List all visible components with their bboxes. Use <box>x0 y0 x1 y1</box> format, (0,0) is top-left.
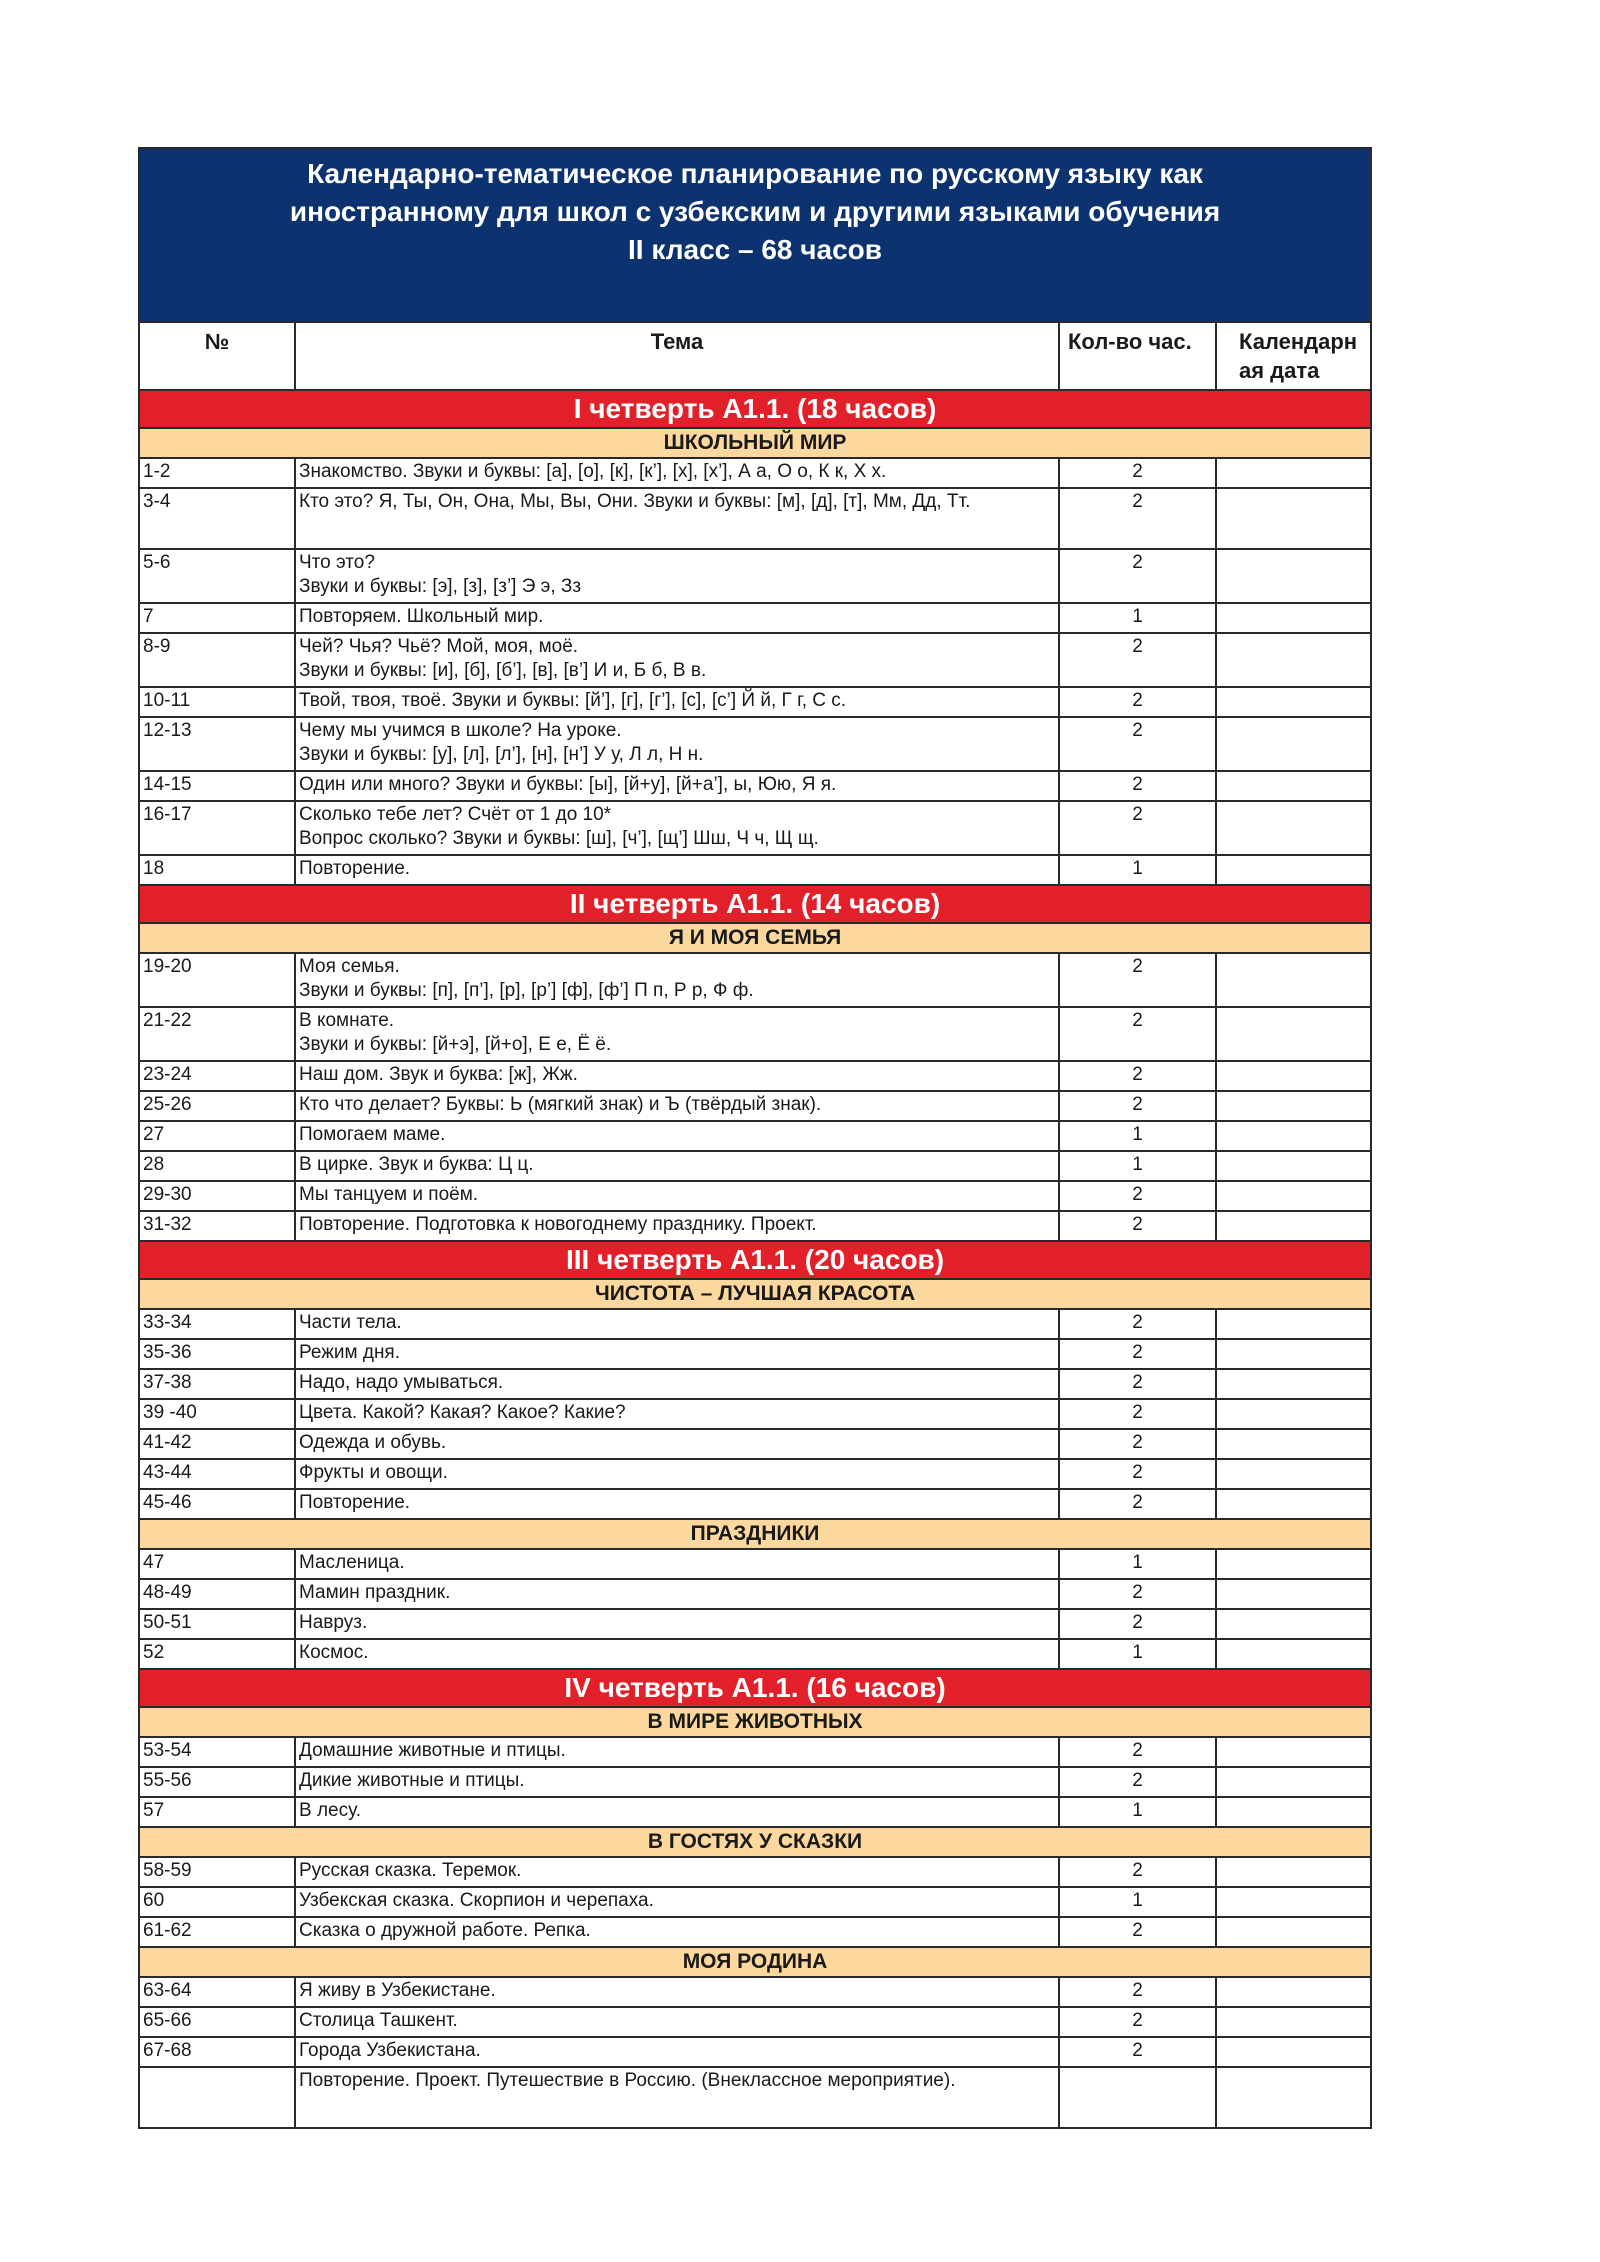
lesson-topic-line: Повторение. <box>299 858 411 879</box>
lesson-topic-line: Русская сказка. Теремок. <box>299 1860 522 1881</box>
lesson-topic <box>295 2007 1059 2037</box>
lesson-date <box>1216 1887 1371 1917</box>
lesson-date <box>1216 1639 1371 1669</box>
lesson-topic <box>295 1339 1059 1369</box>
column-header-date-line: ая дата <box>1239 358 1320 383</box>
lesson-number: 48-49 <box>139 1579 295 1609</box>
lesson-number: 57 <box>139 1797 295 1827</box>
lesson-row <box>139 603 1371 633</box>
lesson-date <box>1216 855 1371 885</box>
lesson-topic <box>295 717 1059 771</box>
lesson-topic-line: Я живу в Узбекистане. <box>299 1980 496 2001</box>
lesson-number: 39 -40 <box>139 1399 295 1429</box>
lesson-number: 12-13 <box>139 717 295 771</box>
lesson-topic-line: Чей? Чья? Чьё? Мой, моя, моё. <box>299 636 579 657</box>
lesson-row <box>139 687 1371 717</box>
lesson-date <box>1216 1121 1371 1151</box>
lesson-hours: 2 <box>1059 1181 1216 1211</box>
lesson-hours: 2 <box>1059 1579 1216 1609</box>
lesson-hours: 2 <box>1059 687 1216 717</box>
lesson-topic <box>295 1061 1059 1091</box>
lesson-row <box>139 1737 1371 1767</box>
lesson-row <box>139 1639 1371 1669</box>
lesson-topic <box>295 855 1059 885</box>
lesson-topic-line: Сколько тебе лет? Счёт от 1 до 10* <box>299 804 612 825</box>
title-line: иностранному для школ с узбекским и другими языками обучения <box>289 196 1221 227</box>
lesson-hours: 1 <box>1059 855 1216 885</box>
lesson-date <box>1216 1609 1371 1639</box>
lesson-hours: 2 <box>1059 1339 1216 1369</box>
lesson-date <box>1216 1797 1371 1827</box>
lesson-topic <box>295 1369 1059 1399</box>
lesson-topic <box>295 1181 1059 1211</box>
lesson-number: 61-62 <box>139 1917 295 1947</box>
lesson-row <box>139 1121 1371 1151</box>
lesson-topic-line: Один или много? Звуки и буквы: [ы], [й+у], [й+а’], ы, Юю, Я я. <box>299 774 837 795</box>
lesson-topic <box>295 488 1059 549</box>
lesson-date <box>1216 2037 1371 2067</box>
lesson-date <box>1216 1429 1371 1459</box>
lesson-row <box>139 771 1371 801</box>
lesson-hours: 2 <box>1059 1429 1216 1459</box>
section-title: ПРАЗДНИКИ <box>139 1519 1371 1549</box>
lesson-row <box>139 1609 1371 1639</box>
lesson-number: 63-64 <box>139 1977 295 2007</box>
lesson-date <box>1216 1767 1371 1797</box>
lesson-date <box>1216 1369 1371 1399</box>
lesson-topic <box>295 2067 1059 2128</box>
lesson-topic <box>295 633 1059 687</box>
lesson-row <box>139 1489 1371 1519</box>
lesson-date <box>1216 1977 1371 2007</box>
lesson-date <box>1216 1091 1371 1121</box>
lesson-topic-line: Дикие животные и птицы. <box>299 1770 525 1791</box>
lesson-row <box>139 1369 1371 1399</box>
section-header-row <box>139 1947 1371 1977</box>
quarter-header-row <box>139 1669 1371 1707</box>
lesson-row <box>139 549 1371 603</box>
lesson-hours: 1 <box>1059 1887 1216 1917</box>
lesson-date <box>1216 1061 1371 1091</box>
lesson-number: 33-34 <box>139 1309 295 1339</box>
lesson-topic-line: В комнате. <box>299 1010 395 1031</box>
lesson-hours: 2 <box>1059 771 1216 801</box>
lesson-topic-line: Масленица. <box>299 1552 405 1573</box>
lesson-topic <box>295 687 1059 717</box>
lesson-topic <box>295 1151 1059 1181</box>
lesson-row <box>139 488 1371 549</box>
lesson-hours: 2 <box>1059 1399 1216 1429</box>
section-title: В МИРЕ ЖИВОТНЫХ <box>139 1707 1371 1737</box>
section-header-row <box>139 428 1371 458</box>
quarter-title: IV четверть А1.1. (16 часов) <box>139 1669 1371 1707</box>
lesson-row <box>139 1459 1371 1489</box>
lesson-row <box>139 1797 1371 1827</box>
lesson-topic <box>295 1007 1059 1061</box>
lesson-row <box>139 1579 1371 1609</box>
lesson-hours: 2 <box>1059 488 1216 549</box>
lesson-number: 3-4 <box>139 488 295 549</box>
title-line: II класс – 68 часов <box>628 234 882 265</box>
lesson-topic-line: Звуки и буквы: [у], [л], [л’], [н], [н’] У у, Л л, Н н. <box>299 744 704 765</box>
lesson-topic-line: Цвета. Какой? Какая? Какое? Какие? <box>299 1402 626 1423</box>
planning-table <box>138 147 1372 2129</box>
lesson-number: 37-38 <box>139 1369 295 1399</box>
section-header-row <box>139 1707 1371 1737</box>
lesson-hours: 2 <box>1059 1857 1216 1887</box>
lesson-topic-line: Звуки и буквы: [п], [п’], [р], [р’] [ф], [ф’] П п, Р р, Ф ф. <box>299 980 754 1001</box>
lesson-date <box>1216 953 1371 1007</box>
lesson-topic-line: Повторение. Подготовка к новогоднему празднику. Проект. <box>299 1214 817 1235</box>
lesson-row <box>139 1181 1371 1211</box>
lesson-date <box>1216 1737 1371 1767</box>
lesson-date <box>1216 2007 1371 2037</box>
lesson-topic <box>295 1737 1059 1767</box>
lesson-date <box>1216 1007 1371 1061</box>
lesson-topic <box>295 771 1059 801</box>
lesson-hours: 2 <box>1059 1211 1216 1241</box>
lesson-date <box>1216 687 1371 717</box>
lesson-topic-line: Звуки и буквы: [э], [з], [з’] Э э, Зз <box>299 576 582 597</box>
lesson-row <box>139 855 1371 885</box>
lesson-topic <box>295 1309 1059 1339</box>
lesson-topic-line: Столица Ташкент. <box>299 2010 458 2031</box>
lesson-number: 43-44 <box>139 1459 295 1489</box>
lesson-date <box>1216 1549 1371 1579</box>
lesson-date <box>1216 488 1371 549</box>
lesson-date <box>1216 1211 1371 1241</box>
lesson-topic <box>295 1399 1059 1429</box>
section-header-row <box>139 923 1371 953</box>
lesson-hours: 1 <box>1059 1151 1216 1181</box>
section-header-row <box>139 1279 1371 1309</box>
lesson-hours: 1 <box>1059 1797 1216 1827</box>
lesson-number: 41-42 <box>139 1429 295 1459</box>
lesson-topic-line: Космос. <box>299 1642 369 1663</box>
lesson-topic <box>295 1887 1059 1917</box>
lesson-number: 47 <box>139 1549 295 1579</box>
lesson-number: 27 <box>139 1121 295 1151</box>
lesson-row <box>139 1007 1371 1061</box>
lesson-hours: 2 <box>1059 1459 1216 1489</box>
lesson-topic-line: Твой, твоя, твоё. Звуки и буквы: [й’], [г], [г’], [с], [с’] Й й, Г г, С с. <box>299 690 847 711</box>
lesson-topic <box>295 953 1059 1007</box>
column-header-row <box>139 322 1371 390</box>
lesson-date <box>1216 771 1371 801</box>
lesson-topic-line: Помогаем маме. <box>299 1124 446 1145</box>
quarter-title: III четверть А1.1. (20 часов) <box>139 1241 1371 1279</box>
lesson-number: 52 <box>139 1639 295 1669</box>
lesson-hours: 2 <box>1059 953 1216 1007</box>
lesson-topic <box>295 1429 1059 1459</box>
lesson-row <box>139 717 1371 771</box>
section-header-row <box>139 1827 1371 1857</box>
quarter-title: I четверть А1.1. (18 часов) <box>139 390 1371 428</box>
title-row <box>139 148 1371 322</box>
lesson-topic <box>295 1091 1059 1121</box>
lesson-topic-line: Что это? <box>299 552 375 573</box>
lesson-row <box>139 1549 1371 1579</box>
lesson-topic-line: Мы танцуем и поём. <box>299 1184 479 1205</box>
lesson-topic <box>295 1489 1059 1519</box>
lesson-topic <box>295 603 1059 633</box>
lesson-row <box>139 2037 1371 2067</box>
lesson-topic-line: Режим дня. <box>299 1342 401 1363</box>
lesson-topic-line: Чему мы учимся в школе? На уроке. <box>299 720 622 741</box>
lesson-topic <box>295 1579 1059 1609</box>
lesson-date <box>1216 2067 1371 2128</box>
lesson-topic-line: Повторение. Проект. Путешествие в Россию. (Внеклассное мероприятие). <box>299 2070 956 2091</box>
lesson-number: 10-11 <box>139 687 295 717</box>
lesson-topic-line: Фрукты и овощи. <box>299 1462 448 1483</box>
lesson-row <box>139 1767 1371 1797</box>
lesson-topic <box>295 1121 1059 1151</box>
lesson-row <box>139 1857 1371 1887</box>
lesson-row <box>139 1399 1371 1429</box>
lesson-number: 29-30 <box>139 1181 295 1211</box>
lesson-hours: 2 <box>1059 717 1216 771</box>
lesson-row <box>139 1061 1371 1091</box>
lesson-number: 18 <box>139 855 295 885</box>
lesson-topic <box>295 458 1059 488</box>
section-title: ШКОЛЬНЫЙ МИР <box>139 428 1371 458</box>
lesson-topic <box>295 801 1059 855</box>
column-header-number: № <box>139 322 295 390</box>
lesson-date <box>1216 603 1371 633</box>
lesson-date <box>1216 1857 1371 1887</box>
lesson-topic-line: Сказка о дружной работе. Репка. <box>299 1920 591 1941</box>
lesson-hours <box>1059 2067 1216 2128</box>
lesson-topic-line: Кто это? Я, Ты, Он, Она, Мы, Вы, Они. Звуки и буквы: [м], [д], [т], Мм, Дд, Тт. <box>299 491 971 512</box>
lesson-topic <box>295 1857 1059 1887</box>
lesson-number: 53-54 <box>139 1737 295 1767</box>
lesson-hours: 2 <box>1059 801 1216 855</box>
quarter-title: II четверть А1.1. (14 часов) <box>139 885 1371 923</box>
lesson-date <box>1216 633 1371 687</box>
lesson-number: 16-17 <box>139 801 295 855</box>
lesson-topic-line: Моя семья. <box>299 956 400 977</box>
title-line: Календарно-тематическое планирование по русскому языку как <box>307 158 1203 189</box>
column-header-hours: Кол-во час. <box>1059 322 1216 390</box>
lesson-number: 25-26 <box>139 1091 295 1121</box>
lesson-row <box>139 953 1371 1007</box>
lesson-date <box>1216 1917 1371 1947</box>
lesson-number: 45-46 <box>139 1489 295 1519</box>
lesson-hours: 1 <box>1059 1121 1216 1151</box>
lesson-topic <box>295 2037 1059 2067</box>
lesson-row <box>139 1211 1371 1241</box>
lesson-topic-line: Одежда и обувь. <box>299 1432 447 1453</box>
lesson-topic-line: Вопрос сколько? Звуки и буквы: [ш], [ч’], [щ’] Шш, Ч ч, Щ щ. <box>299 828 819 849</box>
lesson-number: 19-20 <box>139 953 295 1007</box>
lesson-number: 21-22 <box>139 1007 295 1061</box>
lesson-number: 1-2 <box>139 458 295 488</box>
lesson-hours: 2 <box>1059 1489 1216 1519</box>
lesson-hours: 1 <box>1059 1639 1216 1669</box>
lesson-number: 7 <box>139 603 295 633</box>
lesson-date <box>1216 549 1371 603</box>
column-header-date <box>1216 322 1371 390</box>
lesson-number: 14-15 <box>139 771 295 801</box>
lesson-topic-line: Надо, надо умываться. <box>299 1372 504 1393</box>
lesson-hours: 2 <box>1059 1767 1216 1797</box>
lesson-topic-line: Повторяем. Школьный мир. <box>299 606 544 627</box>
lesson-hours: 2 <box>1059 1309 1216 1339</box>
lesson-hours: 2 <box>1059 1007 1216 1061</box>
lesson-topic <box>295 1917 1059 1947</box>
lesson-row <box>139 458 1371 488</box>
lesson-date <box>1216 1339 1371 1369</box>
lesson-topic-line: Мамин праздник. <box>299 1582 451 1603</box>
lesson-hours: 2 <box>1059 458 1216 488</box>
lesson-topic <box>295 1977 1059 2007</box>
lesson-number: 55-56 <box>139 1767 295 1797</box>
lesson-hours: 2 <box>1059 1737 1216 1767</box>
lesson-row <box>139 1429 1371 1459</box>
lesson-topic-line: Повторение. <box>299 1492 411 1513</box>
quarter-header-row <box>139 390 1371 428</box>
lesson-topic <box>295 1609 1059 1639</box>
lesson-number <box>139 2067 295 2128</box>
lesson-hours: 2 <box>1059 549 1216 603</box>
lesson-date <box>1216 1459 1371 1489</box>
lesson-topic <box>295 1211 1059 1241</box>
lesson-date <box>1216 801 1371 855</box>
lesson-topic-line: В лесу. <box>299 1800 361 1821</box>
lesson-row <box>139 1917 1371 1947</box>
lesson-hours: 2 <box>1059 1977 1216 2007</box>
planning-document <box>138 147 1370 2129</box>
lesson-topic <box>295 1767 1059 1797</box>
lesson-topic-line: В цирке. Звук и буква: Ц ц. <box>299 1154 534 1175</box>
lesson-hours: 1 <box>1059 603 1216 633</box>
section-title: ЧИСТОТА – ЛУЧШАЯ КРАСОТА <box>139 1279 1371 1309</box>
lesson-topic <box>295 1639 1059 1669</box>
lesson-number: 58-59 <box>139 1857 295 1887</box>
lesson-date <box>1216 1181 1371 1211</box>
lesson-topic-line: Кто что делает? Буквы: Ь (мягкий знак) и Ъ (твёрдый знак). <box>299 1094 822 1115</box>
lesson-row <box>139 1091 1371 1121</box>
lesson-date <box>1216 1489 1371 1519</box>
lesson-number: 23-24 <box>139 1061 295 1091</box>
section-title: Я И МОЯ СЕМЬЯ <box>139 923 1371 953</box>
lesson-hours: 2 <box>1059 1091 1216 1121</box>
section-header-row <box>139 1519 1371 1549</box>
lesson-topic-line: Части тела. <box>299 1312 402 1333</box>
lesson-topic-line: Домашние животные и птицы. <box>299 1740 566 1761</box>
section-title: МОЯ РОДИНА <box>139 1947 1371 1977</box>
lesson-topic-line: Навруз. <box>299 1612 368 1633</box>
lesson-number: 35-36 <box>139 1339 295 1369</box>
quarter-header-row <box>139 885 1371 923</box>
document-title <box>139 148 1371 322</box>
lesson-topic-line: Звуки и буквы: [и], [б], [б’], [в], [в’] И и, Б б, В в. <box>299 660 707 681</box>
lesson-topic <box>295 1459 1059 1489</box>
lesson-row <box>139 801 1371 855</box>
lesson-topic <box>295 549 1059 603</box>
lesson-number: 5-6 <box>139 549 295 603</box>
quarter-header-row <box>139 1241 1371 1279</box>
planning-table-body <box>139 390 1371 2128</box>
column-header-date-line: Календарн <box>1239 329 1358 354</box>
lesson-topic-line: Знакомство. Звуки и буквы: [а], [о], [к], [к’], [х], [х’], А а, О о, К к, Х х. <box>299 461 887 482</box>
lesson-number: 28 <box>139 1151 295 1181</box>
lesson-topic <box>295 1549 1059 1579</box>
lesson-date <box>1216 458 1371 488</box>
lesson-row <box>139 2007 1371 2037</box>
lesson-number: 31-32 <box>139 1211 295 1241</box>
lesson-row <box>139 1887 1371 1917</box>
lesson-number: 60 <box>139 1887 295 1917</box>
column-header-topic: Тема <box>295 322 1059 390</box>
lesson-topic-line: Наш дом. Звук и буква: [ж], Жж. <box>299 1064 578 1085</box>
lesson-row <box>139 1309 1371 1339</box>
lesson-number: 67-68 <box>139 2037 295 2067</box>
lesson-hours: 2 <box>1059 1917 1216 1947</box>
section-title: В ГОСТЯХ У СКАЗКИ <box>139 1827 1371 1857</box>
lesson-topic-line: Звуки и буквы: [й+э], [й+о], Е е, Ё ё. <box>299 1034 612 1055</box>
lesson-date <box>1216 717 1371 771</box>
lesson-topic <box>295 1797 1059 1827</box>
lesson-row <box>139 1151 1371 1181</box>
lesson-date <box>1216 1151 1371 1181</box>
lesson-number: 50-51 <box>139 1609 295 1639</box>
lesson-hours: 2 <box>1059 633 1216 687</box>
lesson-number: 65-66 <box>139 2007 295 2037</box>
lesson-date <box>1216 1309 1371 1339</box>
lesson-topic-line: Города Узбекистана. <box>299 2040 481 2061</box>
lesson-row <box>139 1977 1371 2007</box>
lesson-row <box>139 2067 1371 2128</box>
lesson-hours: 2 <box>1059 1061 1216 1091</box>
lesson-date <box>1216 1579 1371 1609</box>
lesson-hours: 2 <box>1059 1369 1216 1399</box>
lesson-hours: 1 <box>1059 1549 1216 1579</box>
lesson-number: 8-9 <box>139 633 295 687</box>
lesson-topic-line: Узбекская сказка. Скорпион и черепаха. <box>299 1890 654 1911</box>
lesson-hours: 2 <box>1059 2007 1216 2037</box>
lesson-hours: 2 <box>1059 2037 1216 2067</box>
lesson-date <box>1216 1399 1371 1429</box>
lesson-hours: 2 <box>1059 1609 1216 1639</box>
lesson-row <box>139 633 1371 687</box>
lesson-row <box>139 1339 1371 1369</box>
